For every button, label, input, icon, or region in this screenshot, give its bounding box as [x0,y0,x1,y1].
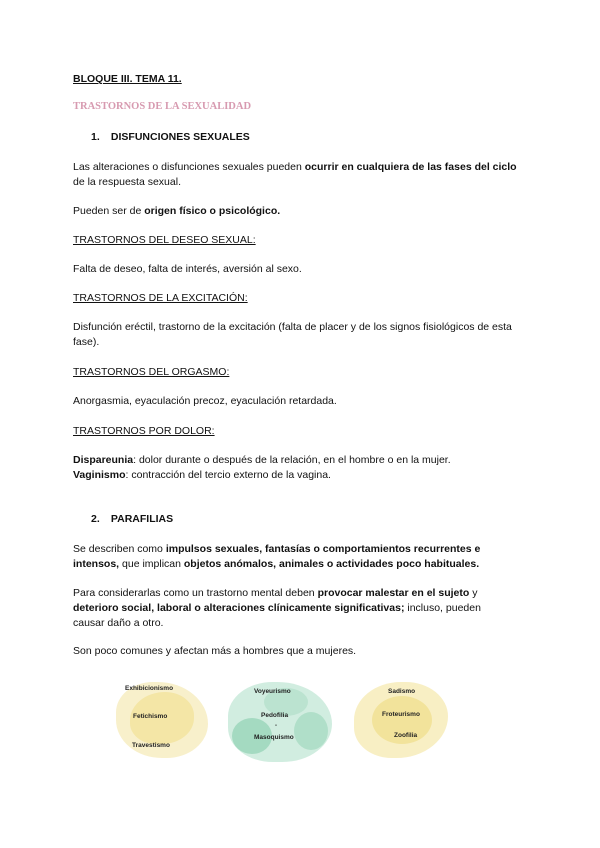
card1-item-3: Travestismo [132,742,170,749]
section1-intro [73,160,523,190]
p2-text-c: y [469,587,478,599]
dispareunia-line [73,453,523,468]
p1-text-bold-1: impulsos sexuales, fantasías o comportamientos recurrentes e intensos, [73,543,481,570]
block-title: BLOQUE III. TEMA 11. [73,73,182,85]
card3-item-3: Zoofilia [394,732,418,739]
vaginismo-line [73,468,523,483]
dolor-heading: TRASTORNOS POR DOLOR: [73,425,215,437]
p2-text-a: Para considerarlas como un trastorno mental deben [73,587,318,599]
p1-text-bold-2: objetos anómalos, animales o actividades poco habituales. [183,558,480,570]
p2-text-e: incluso, pueden causar daño a otro. [73,602,481,629]
section2-paragraph-1 [73,542,513,572]
section1-title: DISFUNCIONES SEXUALES [110,131,250,143]
card3-item-1: Sadismo [388,688,416,695]
intro-text-a: Las alteraciones o disfunciones sexuales pueden [73,161,305,173]
p2-text-bold-2: deterioro social, laboral o alteraciones clínicamente significativas; [73,602,405,614]
section1-number: 1. [91,131,100,143]
section1-origin [73,204,523,219]
section2-number: 2. [91,513,100,525]
origin-text-bold: origen físico o psicológico. [144,205,281,217]
paraphilia-card-2 [228,682,332,762]
card1-item-2: Fetichismo [133,713,168,720]
excitacion-heading: TRASTORNOS DE LA EXCITACIÓN: [73,292,248,304]
card2-watercolor-spot-2 [294,712,328,750]
intro-text-c: de la respuesta sexual. [73,176,181,188]
section2-paragraph-3: Son poco comunes y afectan más a hombres que a mujeres. [73,645,357,657]
vaginismo-term: Vaginismo [73,469,126,481]
card2-item-1: Voyeurismo [254,688,291,695]
p1-text-a: Se describen como [73,543,166,555]
card1-item-1: Exhibicionismo [125,685,174,692]
p2-text-bold-1: provocar malestar en el sujeto [317,587,470,599]
dispareunia-term: Dispareunia [73,454,134,466]
paraphilia-card-3 [352,680,452,760]
card2-item-3: Masoquismo [254,734,294,741]
vaginismo-text: : contracción del tercio externo de la vagina. [125,469,331,481]
deseo-text: Falta de deseo, falta de interés, aversión al sexo. [73,263,302,275]
section2-heading [91,513,173,525]
paraphilia-card-1 [112,680,212,760]
excitacion-text: Disfunción eréctil, trastorno de la excitación (falta de placer y de los signos fisiológicos de esta fase). [73,321,512,348]
section-title: TRASTORNOS DE LA SEXUALIDAD [73,101,252,112]
card3-item-2: Froteurismo [382,711,420,718]
section1-heading [91,131,250,143]
intro-text-bold: ocurrir en cualquiera de las fases del ciclo [304,161,517,173]
orgasmo-heading: TRASTORNOS DEL ORGASMO: [73,366,230,378]
card2-item-2: Pedofilia [261,712,289,719]
orgasmo-text: Anorgasmia, eyaculación precoz, eyaculación retardada. [73,395,337,407]
card2-separator: - [275,723,277,729]
dispareunia-text: : dolor durante o después de la relación, en el hombre o en la mujer. [133,454,451,466]
deseo-heading: TRASTORNOS DEL DESEO SEXUAL: [73,234,256,246]
section2-title: PARAFILIAS [110,513,174,525]
origin-text: Pueden ser de [73,205,145,217]
p1-text-c: que implican [119,558,184,570]
section2-paragraph-2 [73,586,513,631]
